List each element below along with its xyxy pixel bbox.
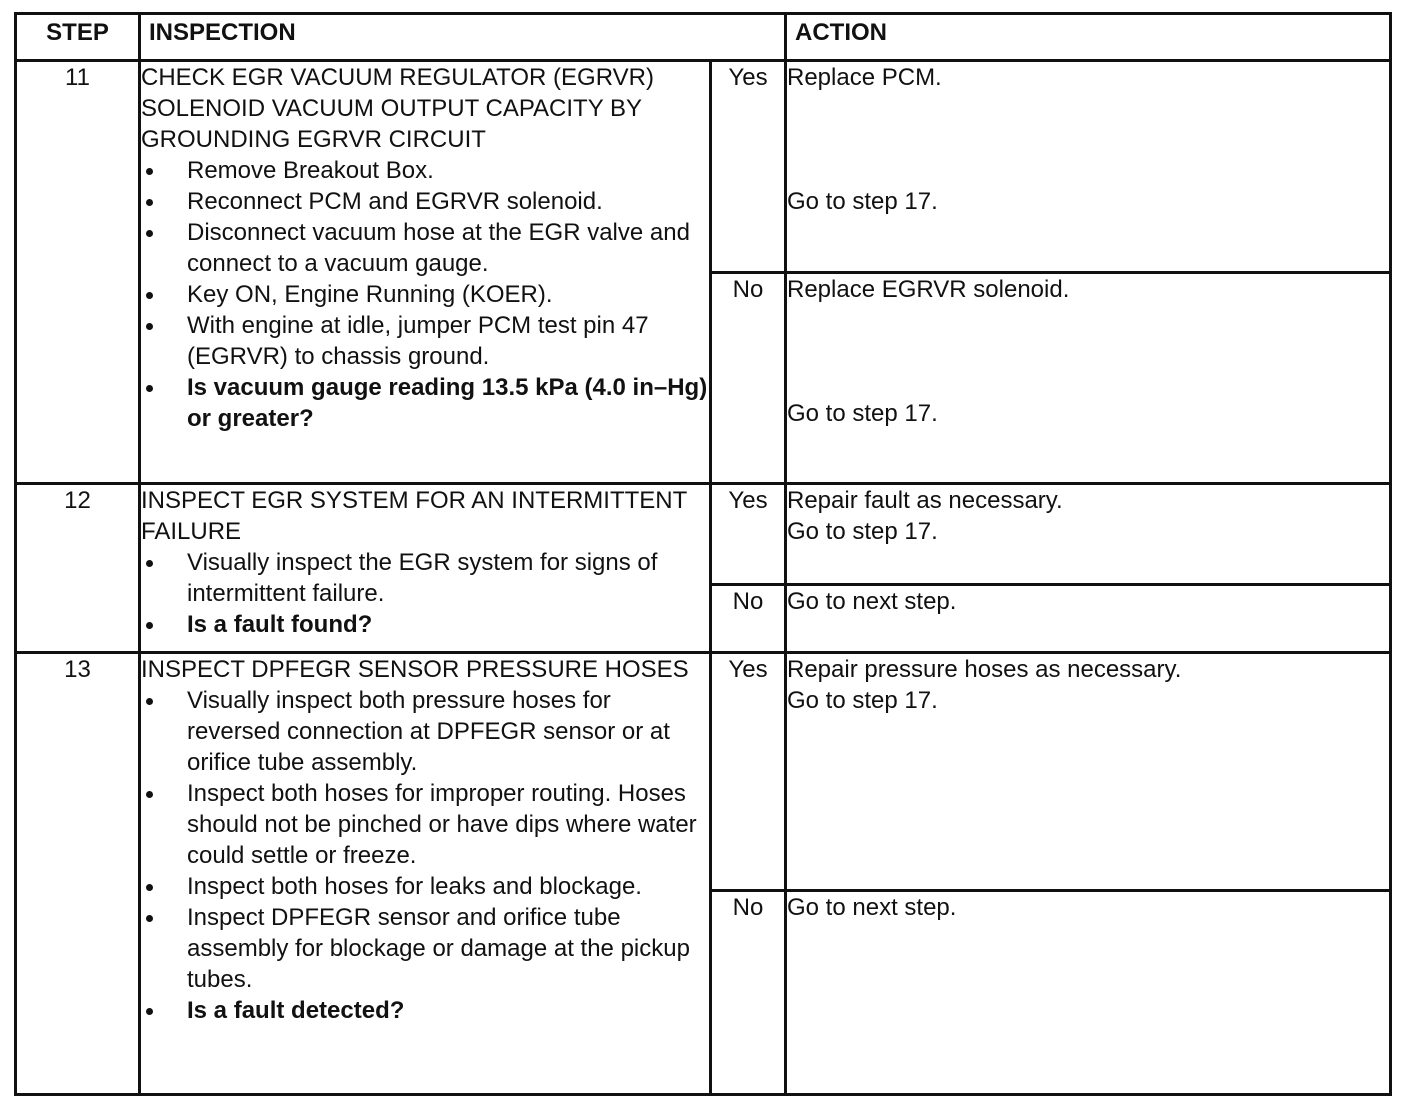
bullet-item: With engine at idle, jumper PCM test pin 47 (EGRVR) to chassis ground. bbox=[141, 310, 709, 372]
inspection-title: INSPECT EGR SYSTEM FOR AN INTERMITTENT FAILURE bbox=[141, 487, 687, 545]
yes-label: Yes bbox=[711, 653, 786, 891]
action-no bbox=[786, 891, 1391, 1095]
header-action bbox=[786, 14, 1391, 61]
bullet-item: Visually inspect both pressure hoses for reversed connection at DPFEGR sensor or at orifice tube assembly. bbox=[141, 685, 709, 778]
action-text: Repair fault as necessary. bbox=[787, 487, 1063, 514]
action-text: Replace EGRVR solenoid. bbox=[787, 276, 1070, 303]
action-goto: Go to step 17. bbox=[787, 400, 938, 427]
bullet-item: Inspect both hoses for leaks and blockage. bbox=[141, 871, 709, 902]
bullet-item: Key ON, Engine Running (KOER). bbox=[141, 279, 709, 310]
no-label: No bbox=[711, 273, 786, 484]
action-text: Repair pressure hoses as necessary. bbox=[787, 656, 1182, 683]
yes-label: Yes bbox=[711, 484, 786, 585]
action-no bbox=[786, 273, 1391, 484]
header-step bbox=[16, 14, 140, 61]
diagnostic-table bbox=[14, 12, 1392, 1096]
inspection-bullets bbox=[141, 155, 709, 434]
bullet-item: Remove Breakout Box. bbox=[141, 155, 709, 186]
action-text: Go to next step. bbox=[787, 588, 957, 615]
step-number: 11 bbox=[16, 61, 140, 484]
inspection-title: INSPECT DPFEGR SENSOR PRESSURE HOSES bbox=[141, 656, 689, 683]
table-row-step-11-yes bbox=[16, 61, 1391, 273]
action-text: Replace PCM. bbox=[787, 64, 942, 91]
action-yes bbox=[786, 484, 1391, 585]
inspection-title: CHECK EGR VACUUM REGULATOR (EGRVR) SOLENOID VACUUM OUTPUT CAPACITY BY GROUNDING EGRVR CIRCUIT bbox=[141, 64, 654, 153]
action-no bbox=[786, 585, 1391, 653]
table-row-step-13-yes bbox=[16, 653, 1391, 891]
no-label: No bbox=[711, 585, 786, 653]
inspection-question: Is a fault found? bbox=[141, 609, 709, 640]
bullet-item: Inspect both hoses for improper routing. Hoses should not be pinched or have dips where water could settle or freeze. bbox=[141, 778, 709, 871]
table-row-step-12-yes bbox=[16, 484, 1391, 585]
step-number: 13 bbox=[16, 653, 140, 1095]
header-action-label: ACTION bbox=[795, 19, 887, 46]
inspection-cell bbox=[140, 61, 711, 484]
header-inspection-label: INSPECTION bbox=[149, 19, 296, 46]
inspection-cell bbox=[140, 484, 711, 653]
action-yes bbox=[786, 653, 1391, 891]
bullet-item: Inspect DPFEGR sensor and orifice tube assembly for blockage or damage at the pickup tubes. bbox=[141, 902, 709, 995]
action-goto: Go to step 17. bbox=[787, 188, 938, 215]
header-step-label: STEP bbox=[46, 19, 109, 46]
inspection-bullets bbox=[141, 547, 709, 640]
no-label: No bbox=[711, 891, 786, 1095]
inspection-question: Is a fault detected? bbox=[141, 995, 709, 1026]
action-goto: Go to step 17. bbox=[787, 687, 938, 714]
header-inspection bbox=[140, 14, 786, 61]
step-number: 12 bbox=[16, 484, 140, 653]
action-yes bbox=[786, 61, 1391, 273]
action-text: Go to next step. bbox=[787, 894, 957, 921]
inspection-cell bbox=[140, 653, 711, 1095]
action-goto: Go to step 17. bbox=[787, 518, 938, 545]
bullet-item: Disconnect vacuum hose at the EGR valve and connect to a vacuum gauge. bbox=[141, 217, 709, 279]
yes-label: Yes bbox=[711, 61, 786, 273]
inspection-question: Is vacuum gauge reading 13.5 kPa (4.0 in–Hg) or greater? bbox=[141, 372, 709, 434]
inspection-bullets bbox=[141, 685, 709, 1026]
bullet-item: Reconnect PCM and EGRVR solenoid. bbox=[141, 186, 709, 217]
bullet-item: Visually inspect the EGR system for signs of intermittent failure. bbox=[141, 547, 709, 609]
